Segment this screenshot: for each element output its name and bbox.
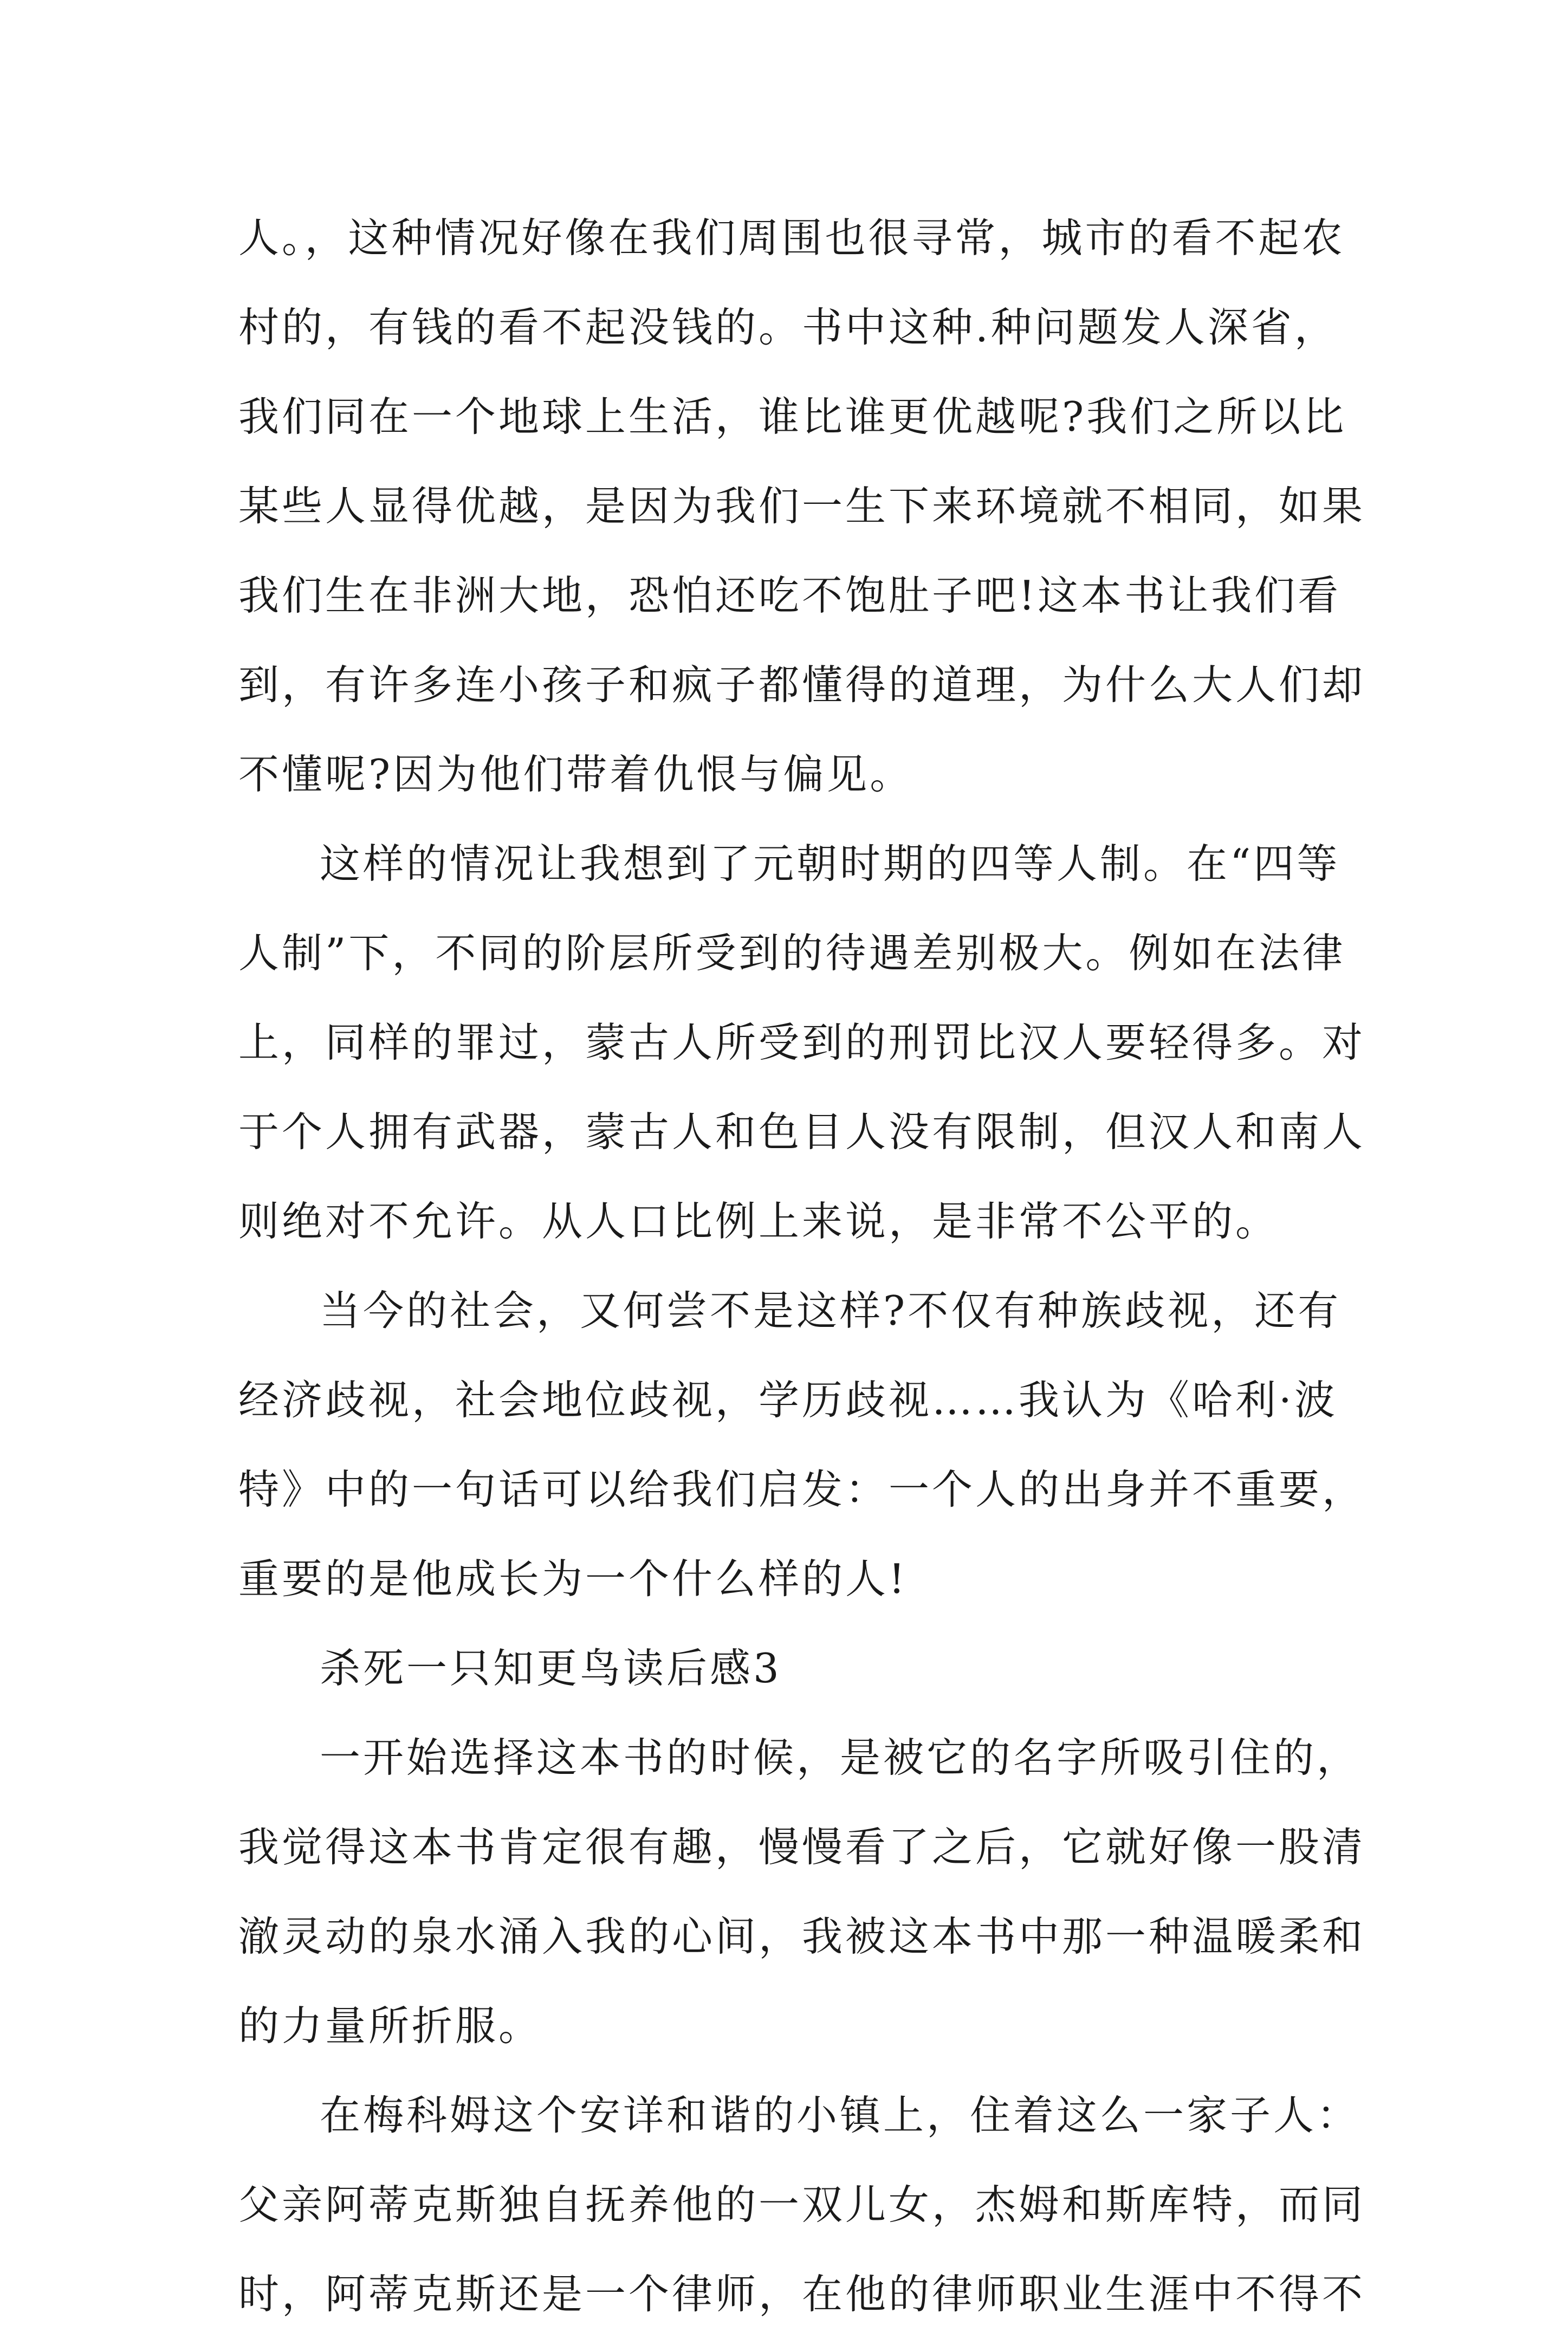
document-body: [238, 193, 1366, 2339]
text-line: 我们同在一个地球上生活，谁比谁更优越呢?我们之所以比: [238, 393, 1347, 440]
text-line: 人制”下，不同的阶层所受到的待遇差别极大。例如在法律: [238, 929, 1346, 977]
text-line: 在梅科姆这个安详和谐的小镇上，住着这么一家子人：: [320, 2091, 1360, 2139]
text-line: 到，有许多连小孩子和疯子都懂得的道理，为什么大人们却: [238, 661, 1366, 709]
text-line: 不懂呢?因为他们带着仇恨与偏见。: [238, 750, 913, 798]
section-heading: 杀死一只知更鸟读后感3: [320, 1644, 782, 1692]
text-line: 人。，这种情况好像在我们周围也很寻常，城市的看不起农: [238, 214, 1345, 262]
text-line: 我们生在非洲大地，恐怕还吃不饱肚子吧!这本书让我们看: [238, 572, 1342, 619]
text-line: 澈灵动的泉水涌入我的心间，我被这本书中那一种温暖柔和: [238, 1913, 1366, 1960]
text-line: 我觉得这本书肯定很有趣，慢慢看了之后，它就好像一股清: [238, 1823, 1366, 1871]
text-line: 则绝对不允许。从人口比例上来说，是非常不公平的。: [238, 1197, 1279, 1245]
text-line: 当今的社会，又何尝不是这样?不仅有种族歧视，还有: [320, 1287, 1342, 1334]
text-line: 一开始选择这本书的时候，是被它的名字所吸引住的，: [320, 1734, 1360, 1781]
text-line: 的力量所折服。: [238, 2002, 542, 2050]
text-line: 这样的情况让我想到了元朝时期的四等人制。在“四等: [320, 840, 1340, 887]
text-line: 某些人显得优越，是因为我们一生下来环境就不相同，如果: [238, 482, 1366, 530]
text-line: 于个人拥有武器，蒙古人和色目人没有限制，但汉人和南人: [238, 1108, 1366, 1156]
text-line: 特》中的一句话可以给我们启发：一个人的出身并不重要，: [238, 1466, 1366, 1513]
text-line: 父亲阿蒂克斯独自抚养他的一双儿女，杰姆和斯库特，而同: [238, 2181, 1366, 2228]
text-line: 上，同样的罪过，蒙古人所受到的刑罚比汉人要轻得多。对: [238, 1019, 1366, 1066]
text-line: 重要的是他成长为一个什么样的人!: [238, 1555, 908, 1603]
text-line: 村的，有钱的看不起没钱的。书中这种.种问题发人深省，: [238, 303, 1338, 351]
text-line: 经济歧视，社会地位歧视，学历歧视……我认为《哈利·波: [238, 1376, 1338, 1424]
text-line: 时，阿蒂克斯还是一个律师，在他的律师职业生涯中不得不: [238, 2270, 1366, 2318]
